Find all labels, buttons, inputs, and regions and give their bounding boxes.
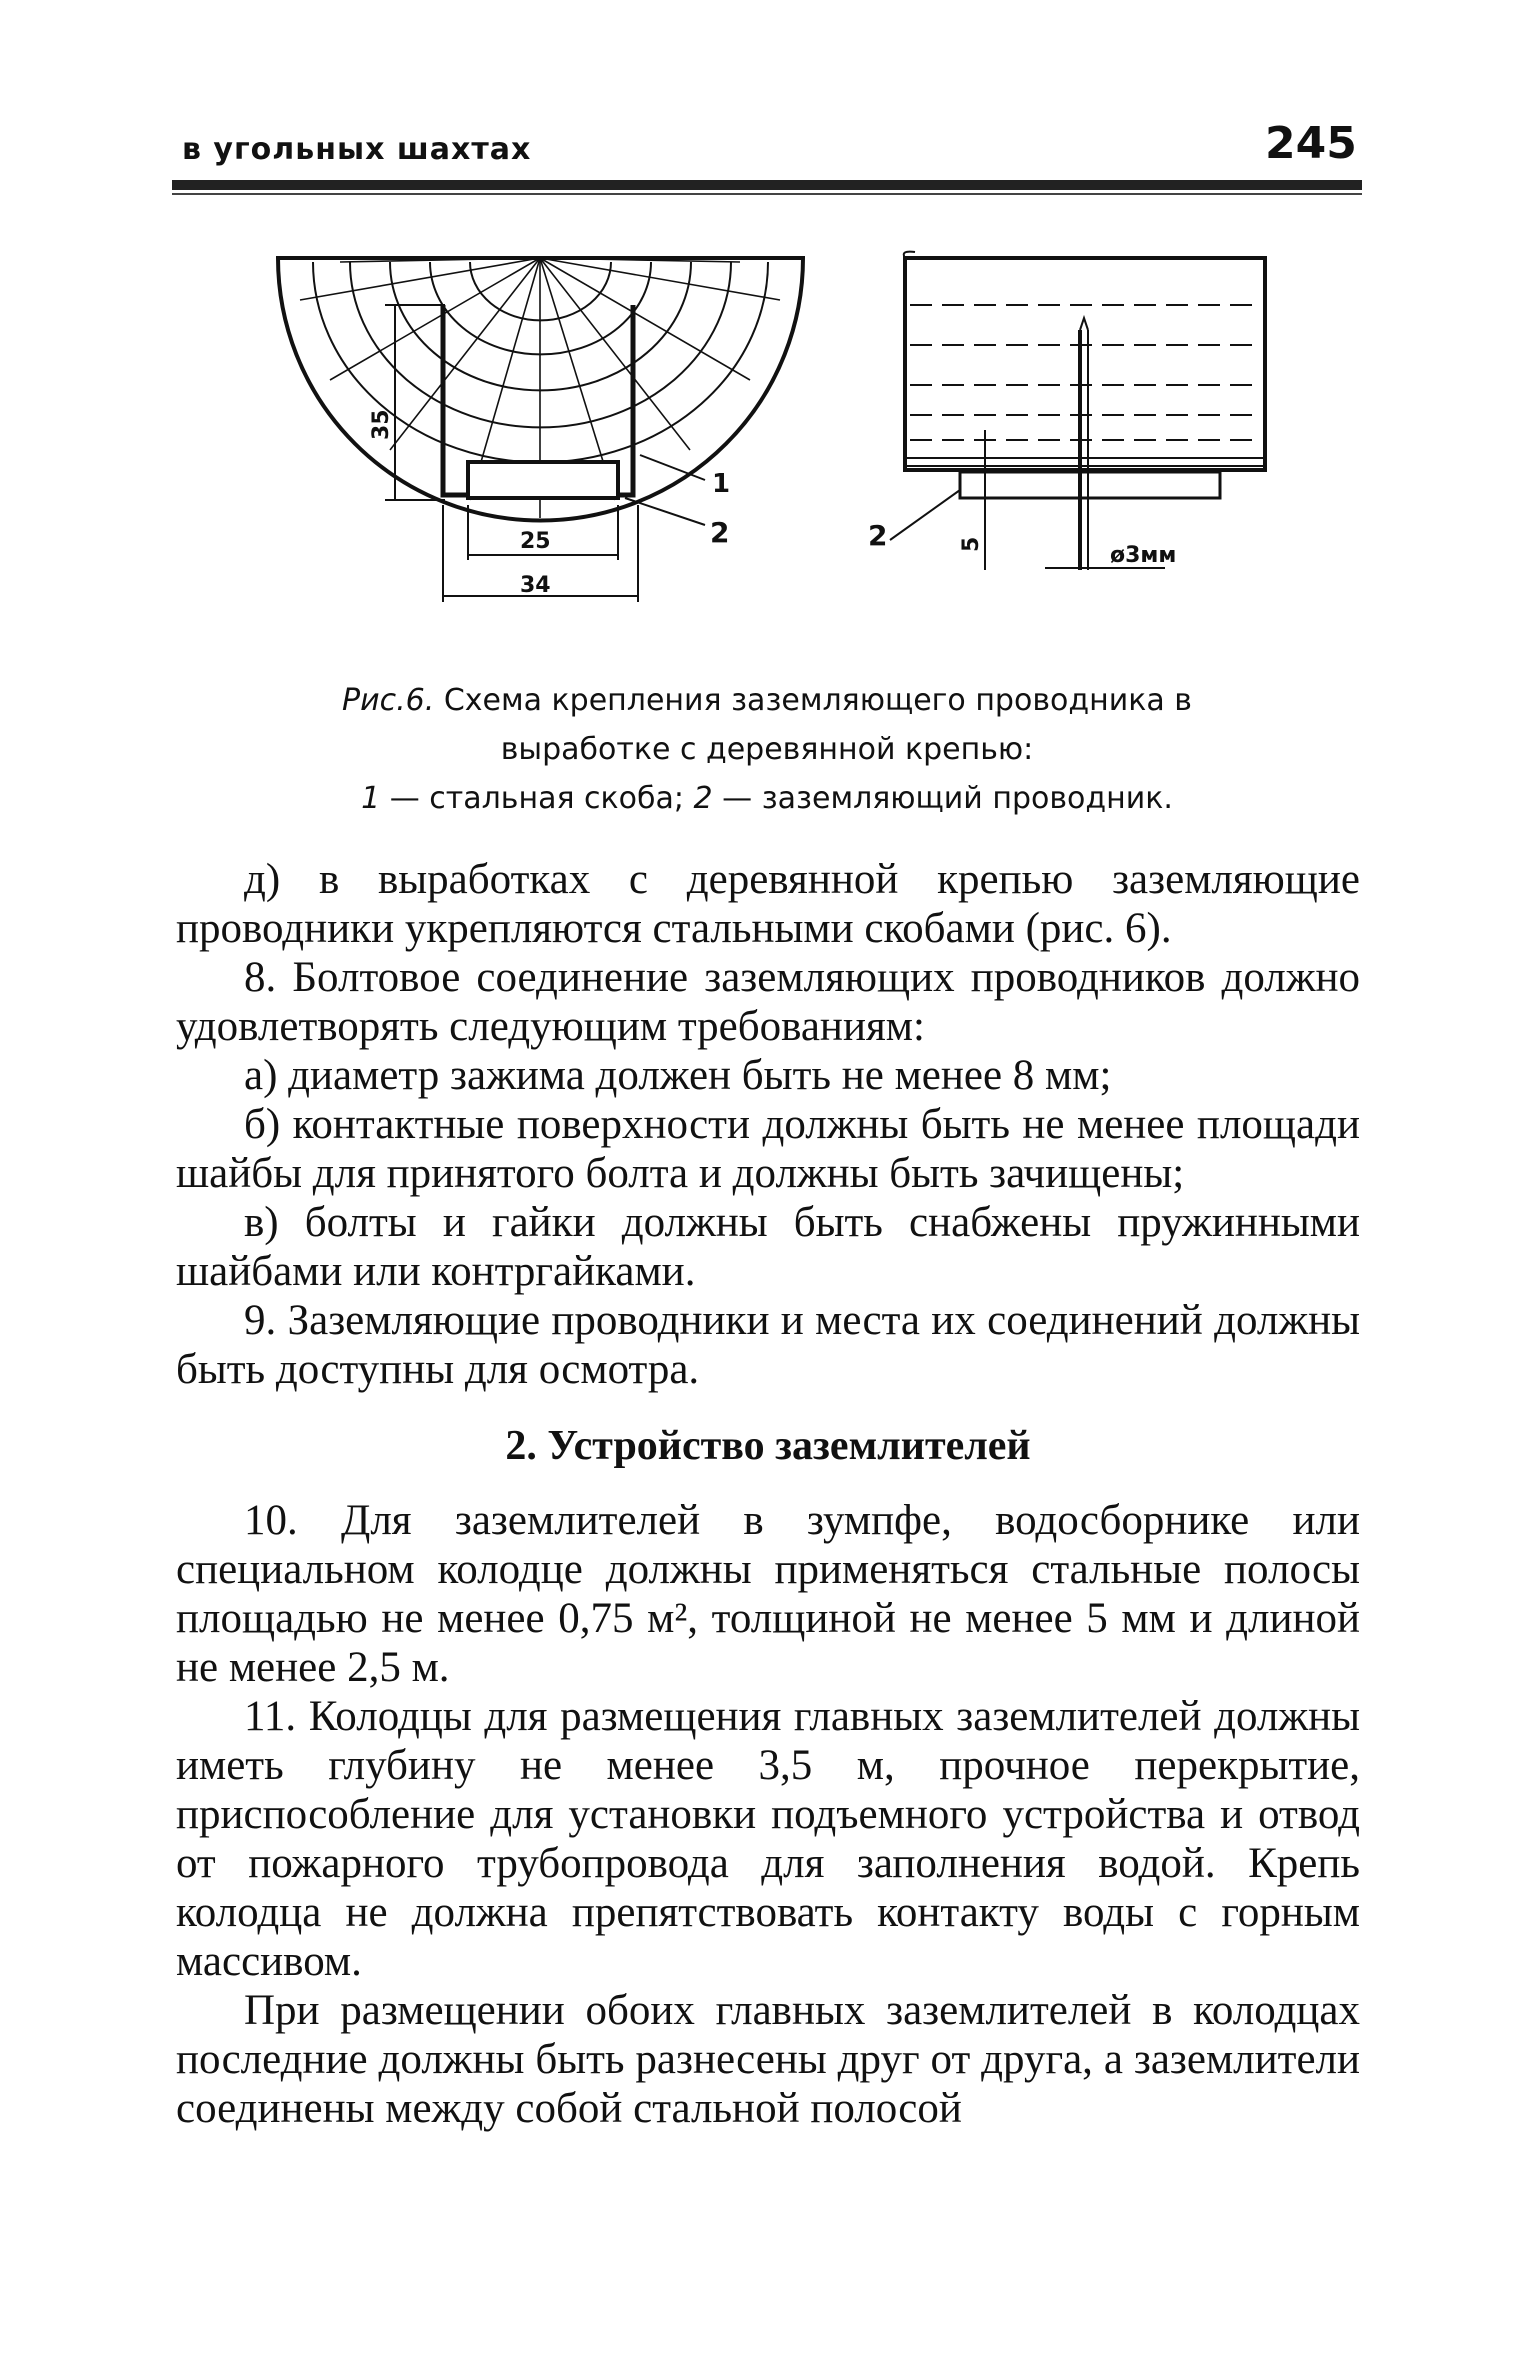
caption-item2-num: 2 <box>693 781 713 816</box>
dim-34-label: 34 <box>520 573 551 598</box>
paragraph-b: б) контактные поверхности должны быть не менее площади шайбы для принятого болта и должны быть зачищены; <box>176 1101 1360 1197</box>
dim-5-label: 5 <box>959 536 984 552</box>
caption-item1-num: 1 <box>361 781 381 816</box>
paragraph-9: 9. Заземляющие проводники и места их соединений должны быть доступны для осмотра. <box>176 1297 1360 1393</box>
figure-caption <box>172 676 1362 823</box>
caption-item1-text: — стальная скоба; <box>380 781 694 816</box>
ground-conductor-left <box>468 462 618 498</box>
dim-25-label: 25 <box>520 529 551 554</box>
caption-line1: Схема крепления заземляющего проводника в <box>434 683 1192 718</box>
timber-block <box>905 258 1265 470</box>
caption-line2: выработке с деревянной крепью: <box>500 732 1034 767</box>
caption-prefix: Рис.6. <box>342 683 435 718</box>
dim-35-label: 35 <box>369 409 394 440</box>
paragraph-8: 8. Болтовое соединение заземляющих проводников должно удовлетворять следующим требованиям: <box>176 954 1360 1050</box>
callout-2-left-label: 2 <box>710 516 730 549</box>
ground-conductor-right <box>960 472 1220 498</box>
paragraph-last: При размещении обоих главных заземлителей в колодцах последние должны быть разнесены друг от друга, а заземлители соединены между собой стальной полосой <box>176 1987 1360 2132</box>
caption-item2-text: — заземляющий проводник. <box>712 781 1173 816</box>
paragraph-10: 10. Для заземлителей в зумпфе, водосборнике или специальном колодце должны применяться стальные полосы площадью не менее 0,75 м², толщиной не менее 5 мм и длиной не менее 2,5 м. <box>176 1497 1360 1691</box>
callout-2-right-label: 2 <box>868 519 888 552</box>
callout-1-label: 1 <box>712 469 731 499</box>
page-number: 245 <box>1265 118 1357 169</box>
body-text <box>176 855 1360 2133</box>
running-title: в угольных шахтах <box>182 132 532 167</box>
diameter-label: ø3мм <box>1110 543 1177 568</box>
figure-6-drawing <box>0 0 1535 640</box>
paragraph-a: а) диаметр зажима должен быть не менее 8 мм; <box>244 1052 1112 1099</box>
paragraph-v: в) болты и гайки должны быть снабжены пружинными шайбами или контргайками. <box>176 1199 1360 1295</box>
section-title: 2. Устройство заземлителей <box>505 1423 1031 1469</box>
paragraph-11: 11. Колодцы для размещения главных заземлителей должны иметь глубину не менее 3,5 м, прочное перекрытие, приспособление для установки подъемного устройства и отвод от пожарного трубопровода для заполнения водой. Крепь колодца не должна препятствовать контакту воды с горным массивом. <box>176 1693 1360 1985</box>
paragraph-d: д) в выработках с деревянной крепью заземляющие проводники укрепляются стальными скобами (рис. 6). <box>176 856 1360 952</box>
